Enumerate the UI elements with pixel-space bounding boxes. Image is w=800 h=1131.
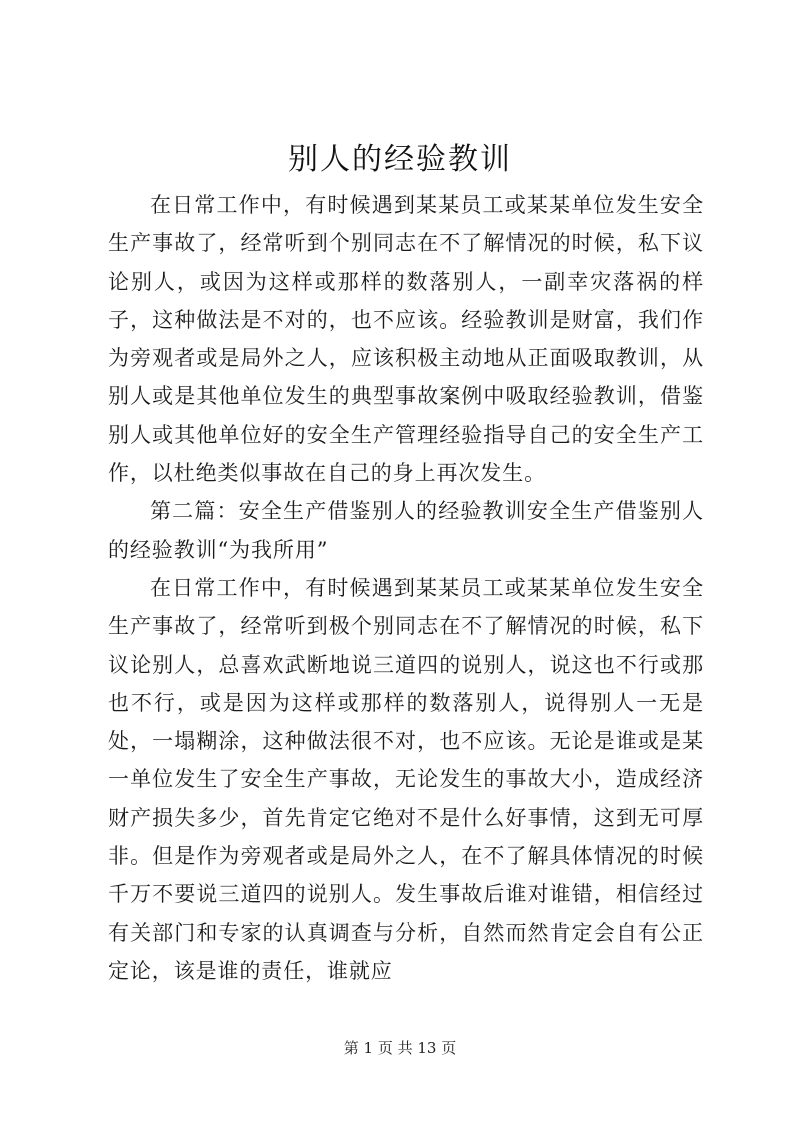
document-body [108, 186, 704, 990]
paragraph-1: 在日常工作中，有时候遇到某某员工或某某单位发生安全生产事故了，经常听到个别同志在不了解情况的时候，私下议论别人，或因为这样或那样的数落别人，一副幸灾落祸的样子，这种做法是不对的，也不应该。经验教训是财富，我们作为旁观者或是局外之人，应该积极主动地从正面吸取教训，从别人或是其他单位发生的典型事故案例中吸取经验教训，借鉴别人或其他单位好的安全生产管理经验指导自己的安全生产工作，以杜绝类似事故在自己的身上再次发生。 [108, 193, 704, 486]
paragraph-3: 在日常工作中，有时候遇到某某员工或某某单位发生安全生产事故了，经常听到极个别同志在不了解情况的时候，私下议论别人，总喜欢武断地说三道四的说别人，说这也不行或那也不行，或是因为这样或那样的数落别人，说得别人一无是处，一塌糊涂，这种做法很不对，也不应该。无论是谁或是某一单位发生了安全生产事故，无论发生的事故大小，造成经济财产损失多少，首先肯定它绝对不是什么好事情，这到无可厚非。但是作为旁观者或是局外之人，在不了解具体情况的时候千万不要说三道四的说别人。发生事故后谁对谁错，相信经过有关部门和专家的认真调查与分析，自然而然肯定会自有公正定论，该是谁的责任，谁就应 [108, 575, 704, 983]
document-title: 别人的经验教训 [288, 142, 512, 177]
page-number-footer: 第 1 页 共 13 页 [343, 1039, 457, 1057]
paragraph-2-section-heading: 第二篇：安全生产借鉴别人的经验教训安全生产借鉴别人的经验教训“为我所用” [108, 499, 704, 562]
